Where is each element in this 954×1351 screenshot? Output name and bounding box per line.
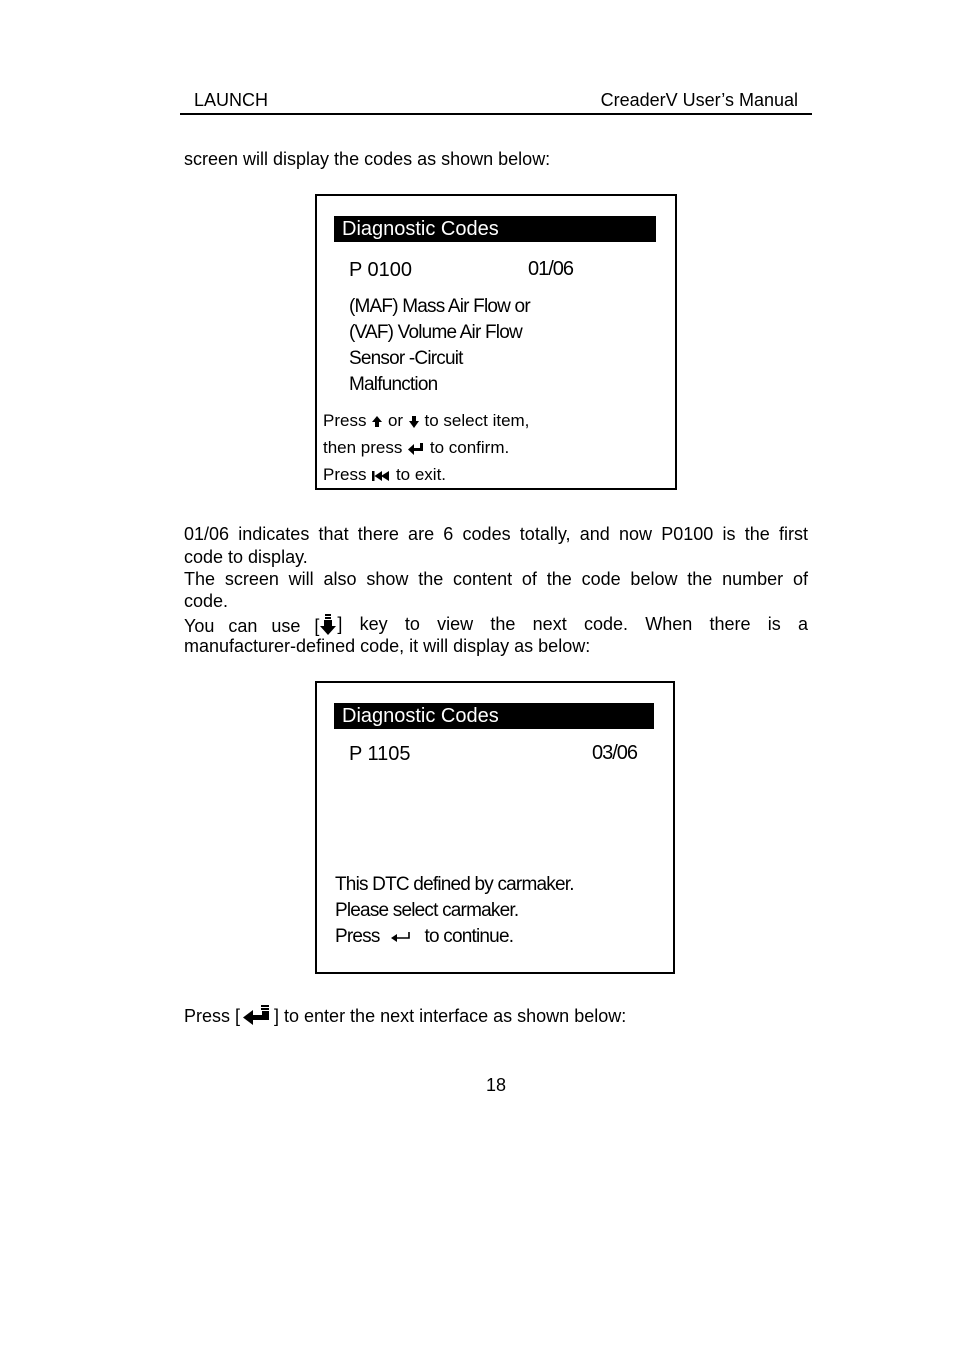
instruction-text: then press [323, 438, 403, 457]
message-text: Press [335, 926, 380, 947]
dtc-description [349, 294, 530, 398]
instruction-text: Press [323, 411, 367, 430]
paragraph-1-line-2: code to display. [184, 547, 308, 567]
enter-key-icon [242, 1004, 272, 1026]
message-line [335, 924, 574, 950]
message-line: This DTC defined by carmaker. [335, 874, 574, 895]
dtc-count: 03/06 [592, 742, 638, 764]
closing-text-b: ] to enter the next interface as shown below: [274, 1006, 627, 1026]
arrow-down-icon [408, 415, 420, 429]
dtc-description-line: Malfunction [349, 374, 438, 395]
intro-text: screen will display the codes as shown below: [184, 149, 551, 169]
instruction-text: Press [323, 465, 367, 484]
instruction-text: to confirm. [429, 438, 510, 457]
header-divider [180, 113, 812, 115]
dtc-description-line: (VAF) Volume Air Flow [349, 322, 522, 343]
instruction-select [323, 407, 529, 434]
paragraph-1-line-1: 01/06 indicates that there are 6 codes totally, and now P0100 is the first [184, 524, 808, 544]
dtc-count: 01/06 [528, 258, 574, 280]
dtc-code: P 1105 [349, 743, 411, 765]
page-number: 18 [485, 1075, 507, 1095]
paragraph-3-text-b: ] key to view the next code. When there is a [337, 614, 808, 634]
carmaker-message [335, 872, 574, 950]
device-screen-2 [315, 681, 675, 974]
instruction-text: or [387, 411, 404, 430]
paragraph-3-text [184, 613, 337, 637]
instruction-confirm [323, 434, 529, 461]
down-key-icon [319, 613, 337, 637]
message-line: Please select carmaker. [335, 900, 519, 921]
closing-text-a: Press [ [184, 1006, 241, 1026]
exit-back-icon [371, 469, 391, 483]
paragraph-2-line-2: code. [184, 591, 229, 611]
dtc-description-line: (MAF) Mass Air Flow or [349, 296, 530, 317]
dtc-description-line: Sensor -Circuit [349, 348, 463, 369]
device-screen-1 [315, 194, 677, 490]
paragraph-3-text-a: You can use [ [184, 616, 320, 636]
enter-icon [407, 442, 425, 456]
enter-arrow-icon [390, 931, 412, 943]
header-brand: LAUNCH [194, 90, 269, 110]
message-text: to continue. [424, 926, 514, 947]
instruction-text: to select item, [424, 411, 530, 430]
screen-title: Diagnostic Codes [334, 703, 654, 729]
paragraph-3-line-2: manufacturer-defined code, it will display as below: [184, 636, 591, 656]
paragraph-3-line-1 [184, 613, 808, 637]
instruction-exit [323, 461, 529, 488]
header-manual-title: CreaderV User’s Manual [600, 90, 798, 110]
instruction-text: to exit. [395, 465, 447, 484]
dtc-code: P 0100 [349, 259, 413, 281]
arrow-up-icon [371, 415, 383, 429]
paragraph-2-line-1: The screen will also show the content of the code below the number of [184, 569, 808, 589]
screen-title: Diagnostic Codes [334, 216, 656, 242]
screen-instructions [323, 407, 529, 488]
closing-text [184, 1004, 626, 1027]
